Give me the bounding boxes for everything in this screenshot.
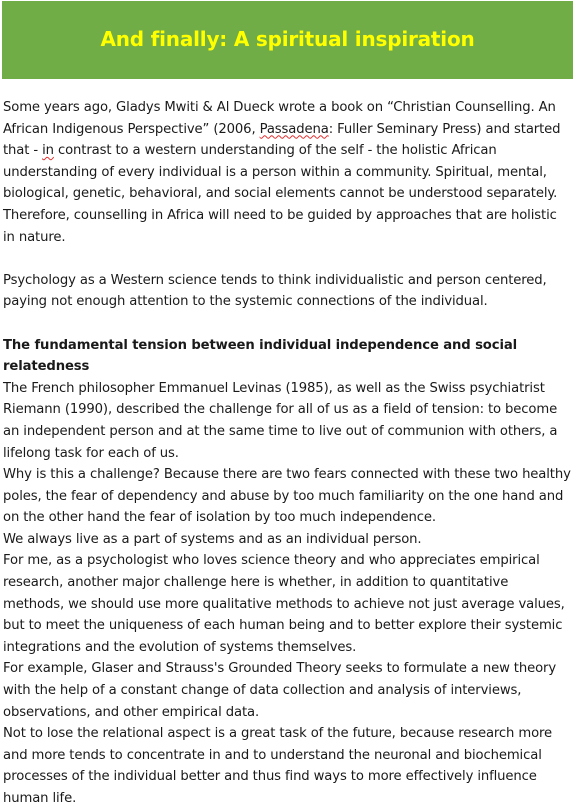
text-run: contrast to a western understanding of the self - the holistic African understanding of every individual is a person within a community. Spiritual, mental, biological, genetic, behavioral, and social elements cannot be understood separately. Therefore, counselling in Africa will need to be guided by approaches that are holistic in nature. [3,143,558,245]
spellcheck-flagged-word: in [42,143,54,159]
paragraph-intro [3,97,571,248]
spellcheck-flagged-word: Passadena [259,121,329,137]
paragraph-challenge: Why is this a challenge? Because there are two fears connected with these two healthy poles, the fear of dependency and abuse by too much familiarity on the one hand and on the other hand the fear of isolation by too much independence. [3,467,571,526]
paragraph-psychology: Psychology as a Western science tends to think individualistic and person centered, paying not enough attention to the systemic connections of the individual. [3,272,547,310]
title-banner [2,1,573,79]
page-title: And finally: A spiritual inspiration [100,27,475,51]
paragraph-grounded-theory: For example, Glaser and Strauss's Grounded Theory seeks to formulate a new theory with the help of a constant change of data collection and analysis of interviews, observations, and other empirical data. [3,661,557,720]
blank-line [3,248,571,270]
paragraph-levinas: The French philosopher Emmanuel Levinas (1985), as well as the Swiss psychiatrist Riemann (1990), described the challenge for all of us as a field of tension: to become an independent person and at the same time to live out of communion with others, a lifelong task for each of us. [3,380,558,461]
paragraph-research: For me, as a psychologist who loves science theory and who appreciates empirical research, another major challenge here is whether, in addition to quantitative methods, we should use more qualitative methods to achieve not just average values, but to meet the uniqueness of each human being and to better explore their systemic integrations and the evolution of systems themselves. [3,553,565,655]
text-run: Some years ago, Gladys Mwiti & Al Dueck wrote a book on “Christian Counselling. An African Indigenous Perspective” (2006, [3,100,556,137]
section-heading: The fundamental tension between individual independence and social relatedness [3,337,518,375]
paragraph-systems: We always live as a part of systems and as an individual person. [3,531,422,547]
paragraph-relational: Not to lose the relational aspect is a great task of the future, because research more and more tends to concentrate in and to understand the neuronal and biochemical processes of the individual better and thus find ways to more effectively influence human life. [3,726,553,806]
document-body [3,97,571,810]
blank-line [3,313,571,335]
text-run: : Fuller Seminary Press) and started that - [3,121,561,159]
